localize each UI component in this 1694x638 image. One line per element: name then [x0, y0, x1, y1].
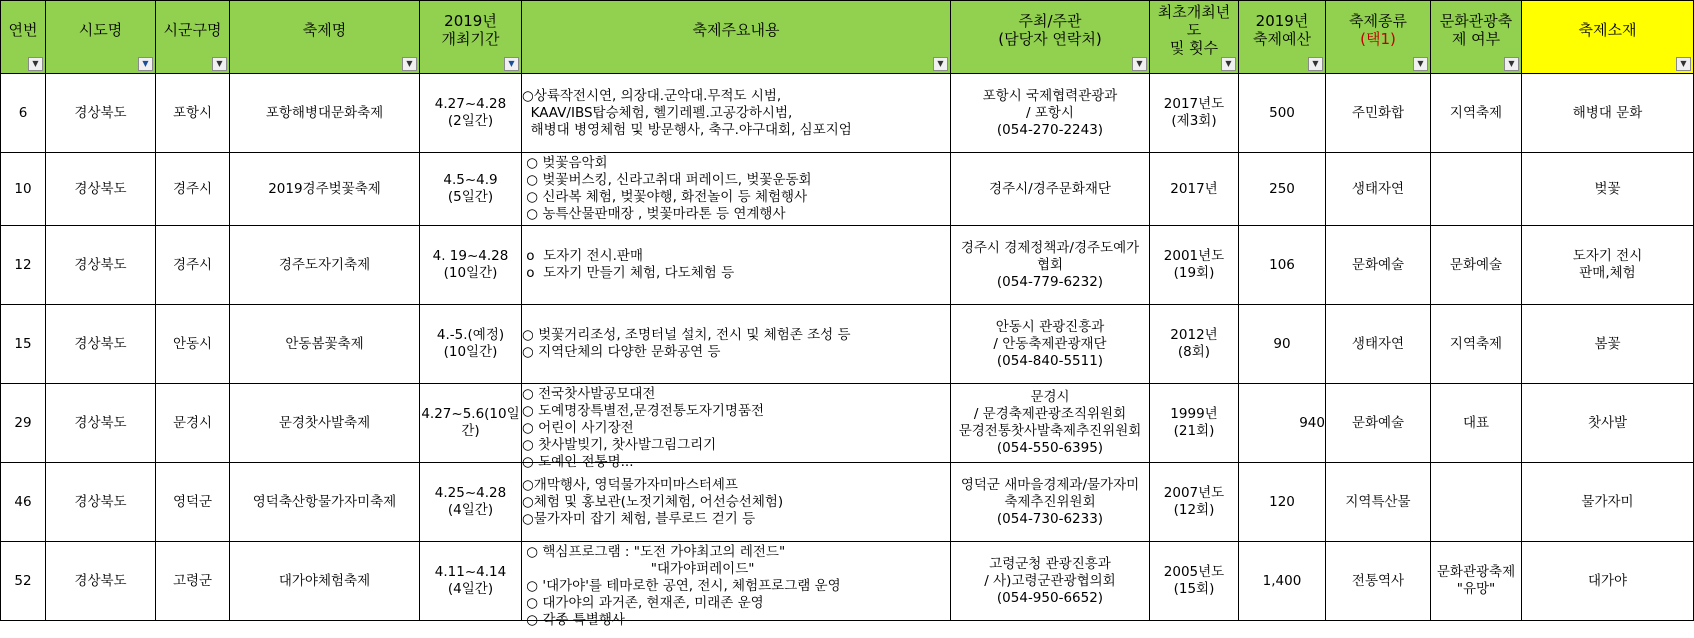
- filter-active-icon[interactable]: ▼: [504, 57, 519, 71]
- cell-festival-type[interactable]: [1326, 384, 1431, 463]
- cell-host[interactable]: [951, 542, 1150, 621]
- cell-festival-type-text: 주민화합: [1351, 104, 1405, 121]
- cell-no-text: 10: [14, 180, 32, 197]
- cell-budget[interactable]: [1239, 463, 1326, 542]
- header-sigungu: [156, 1, 230, 74]
- cell-sido-text: 경상북도: [74, 256, 127, 273]
- cell-festival-type-text: 전통역사: [1351, 572, 1405, 589]
- cell-budget-text: 1,400: [1262, 572, 1302, 589]
- cell-first-held-text: 2007년도 (12회): [1163, 485, 1225, 518]
- cell-cultural-tourism[interactable]: [1431, 74, 1522, 153]
- detail-line: ○ 지역단체의 다양한 문화공연 등: [522, 344, 721, 360]
- cell-festival-name-text: 문경찻사발축제: [278, 414, 371, 431]
- cell-sido[interactable]: [46, 463, 156, 542]
- header-label: 2019년 축제예산: [1253, 12, 1311, 48]
- cell-host-text: 포항시 국제협력관광과 / 포항시 (054-270-2243): [982, 87, 1118, 138]
- cell-festival-name-text: 영덕축산항물가자미축제: [252, 493, 397, 510]
- cell-cultural-tourism[interactable]: [1431, 542, 1522, 621]
- cell-sigungu[interactable]: [156, 384, 230, 463]
- cell-host-text: 문경시 / 문경축제관광조직위원회 문경전통찻사발축제추진위원회 (054-550-6395): [958, 389, 1142, 456]
- header-period: [420, 1, 522, 74]
- detail-line: ○ 벚꽃버스킹, 신라고취대 퍼레이드, 벚꽃운동회: [522, 172, 812, 188]
- detail-line: ○ 대가야의 과거존, 현재존, 미래존 운영: [522, 594, 764, 611]
- cell-festival-type[interactable]: [1326, 226, 1431, 305]
- cell-budget[interactable]: [1239, 542, 1326, 621]
- cell-budget[interactable]: [1239, 384, 1326, 463]
- cell-sido[interactable]: [46, 384, 156, 463]
- cell-no-text: 52: [14, 572, 32, 589]
- detail-line: ○체험 및 홍보관(노젓기체험, 어선승선체험): [522, 493, 784, 510]
- detail-line: ○개막행사, 영덕물가자미마스터셰프: [522, 476, 738, 493]
- cell-first-held-text: 2012년 (8회): [1170, 327, 1218, 360]
- cell-period[interactable]: [420, 226, 522, 305]
- cell-festival-name-text: 안동봄꽃축제: [285, 335, 364, 352]
- filter-active-icon[interactable]: ▼: [138, 57, 153, 71]
- header-festival-name: [230, 1, 420, 74]
- cell-host[interactable]: [951, 305, 1150, 384]
- cell-festival-type[interactable]: [1326, 74, 1431, 153]
- header-label: 연번: [8, 21, 38, 39]
- cell-host-text: 안동시 관광진흥과 / 안동축제관광재단 (054-840-5511): [993, 318, 1107, 369]
- detail-line: ○ 도예명장특별전,문경전통도자기명품전: [522, 402, 765, 419]
- cell-host[interactable]: [951, 153, 1150, 226]
- table-body: [1, 74, 1694, 628]
- header-label: 축제명: [302, 21, 347, 39]
- cell-host[interactable]: [951, 74, 1150, 153]
- cell-budget-text: 500: [1269, 104, 1295, 121]
- header-label: 2019년 개최기간: [441, 12, 500, 48]
- detail-line: ○ 신라복 체험, 벚꽃야행, 화전놀이 등 체험행사: [522, 189, 808, 205]
- cell-first-held[interactable]: [1150, 384, 1239, 463]
- detail-line: ○ 전국찻사발공모대전: [522, 385, 656, 402]
- cell-first-held[interactable]: [1150, 305, 1239, 384]
- cell-host[interactable]: [951, 463, 1150, 542]
- cell-no-text: 15: [14, 335, 32, 352]
- header-sido: [46, 1, 156, 74]
- header-label: 주최/주관 (담당자 연락처): [998, 12, 1102, 48]
- cell-subject[interactable]: [1522, 153, 1694, 226]
- cell-first-held[interactable]: [1150, 153, 1239, 226]
- header-label: 최초개최년 도 및 횟수: [1157, 3, 1231, 57]
- cell-budget[interactable]: [1239, 305, 1326, 384]
- cell-first-held[interactable]: [1150, 463, 1239, 542]
- cell-cultural-tourism-text: 지역축제: [1449, 335, 1503, 352]
- cell-sido-text: 경상북도: [74, 104, 127, 121]
- cell-sido[interactable]: [46, 542, 156, 621]
- cell-sido[interactable]: [46, 74, 156, 153]
- cell-festival-type[interactable]: [1326, 463, 1431, 542]
- cell-period[interactable]: [420, 153, 522, 226]
- cell-first-held[interactable]: [1150, 74, 1239, 153]
- cell-cultural-tourism[interactable]: [1431, 153, 1522, 226]
- cell-festival-type-text: 생태자연: [1351, 335, 1405, 352]
- header-row: [1, 1, 1694, 74]
- cell-festival-type-text: 지역특산물: [1345, 493, 1411, 510]
- filter-dropdown-icon[interactable]: ▼: [933, 57, 948, 71]
- detail-line: ○ 찻사발빚기, 찻사발그림그리기: [522, 436, 717, 453]
- cell-sido-text: 경상북도: [74, 572, 127, 589]
- cell-budget-text: 940: [1299, 414, 1325, 431]
- detail-line: ○ 각종 특별행사: [522, 611, 625, 628]
- cell-budget[interactable]: [1239, 153, 1326, 226]
- cell-period-text: 4.27~4.28 (2일간): [434, 96, 507, 129]
- header-label: 시군구명: [163, 21, 222, 39]
- cell-no[interactable]: [1, 463, 46, 542]
- cell-budget-text: 106: [1269, 256, 1295, 273]
- cell-cultural-tourism[interactable]: [1431, 305, 1522, 384]
- header-festival-type: [1326, 1, 1431, 74]
- cell-host-text: 경주시 경제정책과/경주도예가 협회 (054-779-6232): [960, 239, 1140, 290]
- cell-first-held-text: 2017년도 (제3회): [1163, 96, 1225, 129]
- cell-festival-name[interactable]: [230, 305, 420, 384]
- cell-budget-text: 250: [1269, 180, 1295, 197]
- cell-period[interactable]: [420, 463, 522, 542]
- table-row: [1, 153, 1694, 226]
- cell-period-text: 4.5~4.9 (5일간): [443, 172, 498, 205]
- cell-sigungu-text: 포항시: [172, 104, 213, 121]
- cell-sigungu-text: 고령군: [172, 572, 213, 589]
- cell-festival-name[interactable]: [230, 542, 420, 621]
- table-row: [1, 226, 1694, 305]
- cell-sido-text: 경상북도: [74, 414, 127, 431]
- cell-sigungu[interactable]: [156, 542, 230, 621]
- cell-sigungu[interactable]: [156, 74, 230, 153]
- cell-period-text: 4.25~4.28 (4일간): [434, 485, 507, 518]
- cell-no[interactable]: [1, 542, 46, 621]
- cell-no[interactable]: [1, 226, 46, 305]
- cell-cultural-tourism-text: 문화예술: [1449, 256, 1503, 273]
- detail-line: ○ 어린이 사기장전: [522, 419, 634, 436]
- header-label: 문화관광축 제 여부: [1439, 12, 1513, 48]
- cell-sido[interactable]: [46, 305, 156, 384]
- cell-first-held-text: 2005년도 (15회): [1163, 564, 1225, 597]
- cell-budget-text: 120: [1269, 493, 1295, 510]
- cell-period[interactable]: [420, 74, 522, 153]
- cell-sigungu[interactable]: [156, 305, 230, 384]
- cell-sigungu-text: 경주시: [172, 256, 213, 273]
- cell-subject-text: 봄꽃: [1594, 335, 1621, 352]
- cell-host-text: 고령군청 관광진흥과 / 사)고령군관광협의회 (054-950-6652): [984, 555, 1116, 606]
- cell-festival-type-text: 문화예술: [1351, 414, 1405, 431]
- cell-period-text: 4.11~4.14 (4일간): [434, 564, 507, 597]
- filter-dropdown-icon[interactable]: ▼: [1308, 57, 1323, 71]
- cell-no[interactable]: [1, 305, 46, 384]
- header-budget: [1239, 1, 1326, 74]
- cell-festival-name[interactable]: [230, 226, 420, 305]
- cell-cultural-tourism[interactable]: [1431, 226, 1522, 305]
- cell-first-held-text: 1999년 (21회): [1170, 406, 1218, 439]
- detail-line: 해병대 병영체험 및 방문행사, 축구.야구대회, 심포지엄: [522, 121, 852, 138]
- filter-dropdown-icon[interactable]: ▼: [1413, 57, 1428, 71]
- detail-line: ○ 도예인 전통명...: [522, 453, 634, 470]
- table-row: [1, 384, 1694, 463]
- cell-budget-text: 90: [1273, 335, 1291, 352]
- cell-festival-name[interactable]: [230, 384, 420, 463]
- detail-line: o 도자기 전시.판매: [522, 248, 644, 264]
- cell-sigungu-text: 안동시: [172, 335, 213, 352]
- detail-line: ○상륙작전시연, 의장대.군악대.무적도 시범,: [522, 87, 782, 104]
- cell-no[interactable]: [1, 384, 46, 463]
- cell-no-text: 29: [14, 414, 32, 431]
- header-no: [1, 1, 46, 74]
- detail-line: ○ 농특산물판매장 , 벚꽃마라톤 등 연계행사: [522, 206, 786, 222]
- cell-details[interactable]: [522, 153, 951, 226]
- detail-line: ○ 벚꽃음악회: [522, 155, 608, 171]
- cell-first-held-text: 2017년: [1170, 180, 1218, 197]
- cell-first-held-text: 2001년도 (19회): [1163, 248, 1225, 281]
- cell-period[interactable]: [420, 384, 522, 463]
- cell-period-text: 4.27~5.6(10일 간): [421, 406, 520, 439]
- filter-dropdown-icon[interactable]: ▼: [1221, 57, 1236, 71]
- cell-festival-name-text: 포항해병대문화축제: [265, 104, 384, 121]
- table-row: [1, 74, 1694, 153]
- cell-subject[interactable]: [1522, 305, 1694, 384]
- cell-sigungu-text: 영덕군: [172, 493, 213, 510]
- filter-dropdown-icon[interactable]: ▼: [1504, 57, 1519, 71]
- cell-sigungu[interactable]: [156, 226, 230, 305]
- cell-host-text: 영덕군 새마을경제과/물가자미 축제추진위원회 (054-730-6233): [960, 476, 1140, 527]
- cell-first-held[interactable]: [1150, 226, 1239, 305]
- detail-line: o 도자기 만들기 체험, 다도체험 등: [522, 265, 735, 281]
- cell-details[interactable]: [522, 226, 951, 305]
- cell-details[interactable]: [522, 74, 951, 153]
- cell-subject-text: 도자기 전시 판매,체험: [1572, 248, 1643, 281]
- cell-sido[interactable]: [46, 153, 156, 226]
- cell-festival-type-text: 생태자연: [1351, 180, 1405, 197]
- header-label: 축제소재: [1578, 21, 1637, 39]
- cell-festival-name[interactable]: [230, 463, 420, 542]
- cell-first-held[interactable]: [1150, 542, 1239, 621]
- cell-no-text: 6: [18, 104, 28, 121]
- table-row: [1, 542, 1694, 621]
- cell-cultural-tourism-text: 대표: [1462, 414, 1490, 431]
- cell-festival-type[interactable]: [1326, 305, 1431, 384]
- filter-dropdown-icon[interactable]: ▼: [1132, 57, 1147, 71]
- cell-period-text: 4.-5.(예정) (10일간): [436, 327, 505, 360]
- cell-budget[interactable]: [1239, 74, 1326, 153]
- filter-dropdown-icon[interactable]: ▼: [212, 57, 227, 71]
- header-cultural-tourism: [1431, 1, 1522, 74]
- header-label-note: (택1): [1360, 30, 1396, 48]
- cell-subject-text: 물가자미: [1581, 493, 1634, 510]
- cell-details[interactable]: [522, 384, 951, 470]
- table-row: [1, 463, 1694, 542]
- detail-line: "대가야퍼레이드": [522, 560, 755, 577]
- header-label: 시도명: [78, 21, 123, 39]
- header-subject: [1522, 1, 1694, 74]
- cell-subject-text: 대가야: [1587, 572, 1628, 589]
- filter-dropdown-icon[interactable]: ▼: [28, 57, 43, 71]
- table-row: [1, 305, 1694, 384]
- cell-host-text: 경주시/경주문화재단: [989, 180, 1111, 197]
- cell-cultural-tourism[interactable]: [1431, 384, 1522, 463]
- cell-festival-name-text: 경주도자기축제: [278, 256, 371, 273]
- cell-festival-name-text: 대가야체험축제: [278, 572, 371, 589]
- cell-sigungu[interactable]: [156, 153, 230, 226]
- header-label: 축제종류 (택1): [1349, 12, 1407, 48]
- detail-line: ○ 핵심프로그램 : "도전 가야최고의 레전드": [522, 543, 786, 560]
- cell-festival-name[interactable]: [230, 153, 420, 226]
- cell-sido-text: 경상북도: [74, 180, 127, 197]
- cell-sigungu-text: 경주시: [172, 180, 213, 197]
- cell-festival-type[interactable]: [1326, 153, 1431, 226]
- detail-line: KAAV/IBS탑승체험, 헬기레펠.고공강하시범,: [522, 104, 793, 121]
- cell-festival-type[interactable]: [1326, 542, 1431, 621]
- cell-no[interactable]: [1, 74, 46, 153]
- cell-sido-text: 경상북도: [74, 493, 127, 510]
- cell-no-text: 12: [14, 256, 32, 273]
- cell-period[interactable]: [420, 542, 522, 621]
- cell-festival-name-text: 2019경주벚꽃축제: [268, 180, 381, 197]
- cell-subject-text: 해병대 문화: [1572, 104, 1643, 121]
- cell-period-text: 4. 19~4.28 (10일간): [432, 248, 509, 281]
- cell-sigungu[interactable]: [156, 463, 230, 542]
- cell-no[interactable]: [1, 153, 46, 226]
- cell-host[interactable]: [951, 384, 1150, 463]
- detail-line: ○ 벚꽃거리조성, 조명터널 설치, 전시 및 체험존 조성 등: [522, 327, 851, 343]
- cell-sido[interactable]: [46, 226, 156, 305]
- cell-details[interactable]: [522, 542, 951, 628]
- cell-subject[interactable]: [1522, 74, 1694, 153]
- filter-dropdown-icon[interactable]: ▼: [402, 57, 417, 71]
- cell-festival-type-text: 문화예술: [1351, 256, 1405, 273]
- cell-period[interactable]: [420, 305, 522, 384]
- cell-cultural-tourism-text: 지역축제: [1449, 104, 1503, 121]
- cell-subject[interactable]: [1522, 226, 1694, 305]
- cell-subject[interactable]: [1522, 384, 1694, 463]
- cell-details[interactable]: [522, 463, 951, 542]
- cell-details[interactable]: [522, 305, 951, 384]
- cell-sigungu-text: 문경시: [172, 414, 213, 431]
- detail-line: ○물가자미 잡기 체험, 블루로드 걷기 등: [522, 510, 756, 527]
- cell-subject-text: 벚꽃: [1594, 180, 1621, 197]
- header-first-held: [1150, 1, 1239, 74]
- cell-festival-name[interactable]: [230, 74, 420, 153]
- detail-line: ○ '대가야'를 테마로한 공연, 전시, 체험프로그램 운영: [522, 577, 841, 594]
- header-label: 축제주요내용: [692, 21, 780, 39]
- header-details: [522, 1, 951, 74]
- cell-cultural-tourism[interactable]: [1431, 463, 1522, 542]
- cell-subject[interactable]: [1522, 542, 1694, 621]
- cell-subject-text: 찻사발: [1587, 414, 1628, 431]
- cell-budget[interactable]: [1239, 226, 1326, 305]
- cell-subject[interactable]: [1522, 463, 1694, 542]
- cell-sido-text: 경상북도: [74, 335, 127, 352]
- filter-dropdown-icon[interactable]: ▼: [1676, 57, 1691, 71]
- cell-host[interactable]: [951, 226, 1150, 305]
- header-host: [951, 1, 1150, 74]
- cell-cultural-tourism-text: 문화관광축제 "유망": [1436, 564, 1516, 597]
- cell-no-text: 46: [14, 493, 32, 510]
